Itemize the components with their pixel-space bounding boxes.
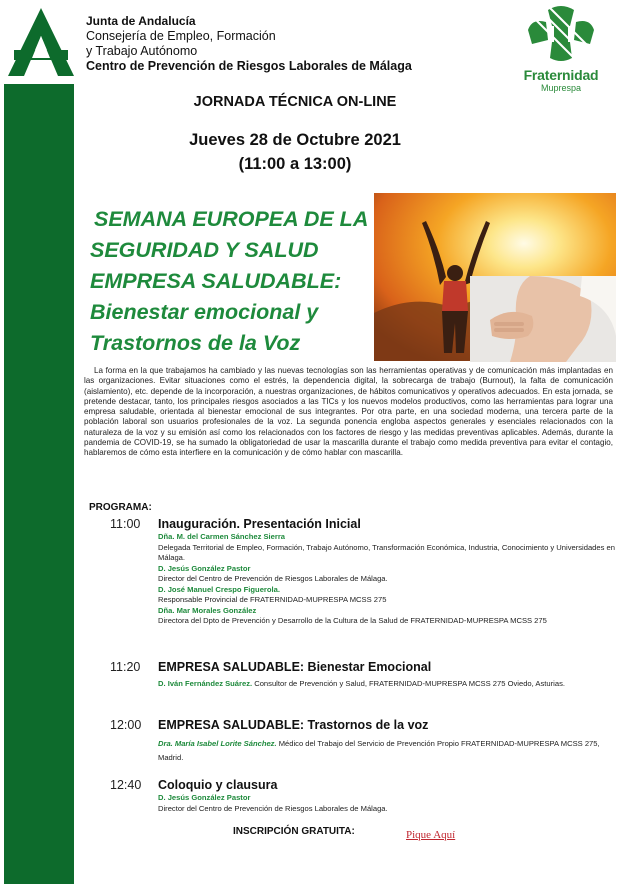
fraternidad-cross-icon [526,4,596,62]
speaker-role: Consultor de Prevención y Salud, FRATERNIDAD-MUPRESPA MCSS 275 Oviedo, Asturias. [252,679,565,688]
programa-label: PROGRAMA: [89,502,152,513]
speaker-role: Delegada Territorial de Empleo, Formación, Trabajo Autónomo, Transformación Económica, Industria, Conocimiento y Universidades en Málaga. [158,542,615,562]
headline-line-5: Trastornos de la Voz [90,331,301,355]
event-hours: (11:00 a 13:00) [238,155,352,173]
event-type: JORNADA TÉCNICA ON-LINE [193,94,397,110]
junta-andalucia-logo [6,6,76,78]
headline-line-3: EMPRESA SALUDABLE: [90,269,342,293]
throat-photo [470,276,616,362]
item-time: 12:00 [110,718,142,732]
speaker-name: D. José Manuel Crespo Figuerola. [158,584,280,594]
speaker-role: Responsable Provincial de FRATERNIDAD-MUPRESPA MCSS 275 [158,595,387,604]
speaker-name: D. Jesús González Pastor [158,793,251,802]
event-date-block [100,128,490,176]
speaker-name: D. Iván Fernández Suárez. [158,679,253,688]
speaker-name: Dña. M. del Carmen Sánchez Sierra [158,532,286,541]
org-line-3: y Trabajo Autónomo [86,44,198,58]
event-date: Jueves 28 de Octubre 2021 [189,131,401,149]
intro-paragraph: La forma en la que trabajamos ha cambiado y las nuevas tecnologías son las herramientas operativas y de comunicación más implantadas en las organizaciones. Evitar situaciones como el estrés, la dependencia digital, la sobrecarga de trabajo (Burnout), la falta de comunicación (aislamiento), etc. depende de la incorporación, a nuestras organizaciones, de hábitos comunicativos y operativos adecuados. En esta jornada, se pretende destacar, tanto, los principales riesgos asociados a las TICs y los nuevos modelos productivos, como las herramientas para lograr una empresa saludable, orientada al bienestar emocional de sus integrantes. Por otra parte, en una sociedad moderna, una tercera parte de la población laboral son usuarios profesionales de la voz. La segunda ponencia engloba aspectos generales y esenciales relacionados con la naturaleza de la voz y su emisión así como los relacionados con los factores de riesgo y las medidas preventivas aplicables. Además, durante la pandemia de COVID-19, se ha sumado la obligatoriedad de usar la mascarilla durante el trabajo como medida preventiva para evitar el contagio, hablaremos de cómo esta interfiere en la comunicación y de cómo hablar con mascarilla. [84,366,613,458]
fraternidad-logo [513,4,609,93]
item-title: Coloquio y clausura [158,778,278,792]
speaker-name: Dña. Mar Morales González [158,605,257,615]
item-title: Inauguración. Presentación Inicial [158,517,361,531]
speaker-name: D. Jesús González Pastor [158,563,251,573]
speaker-role: Director del Centro de Prevención de Riesgos Laborales de Málaga. [158,574,388,583]
org-line-1: Junta de Andalucía [86,14,196,28]
headline-line-1: SEMANA EUROPEA DE LA [94,207,369,231]
item-time: 12:40 [110,778,142,792]
item-title: EMPRESA SALUDABLE: Trastornos de la voz [158,718,429,732]
speaker-role: Director del Centro de Prevención de Riesgos Laborales de Málaga. [158,803,388,813]
register-link[interactable]: Pique Aquí [406,829,456,841]
org-line-4: Centro de Prevención de Riesgos Laborales de Málaga [86,59,412,73]
item-title: EMPRESA SALUDABLE: Bienestar Emocional [158,660,432,674]
headline [90,204,390,359]
item-time: 11:00 [110,517,141,531]
partner-name: Fraternidad [523,67,599,83]
partner-sub: Muprespa [540,83,582,93]
headline-line-2: SEGURIDAD Y SALUD [90,238,319,262]
speaker-role: Directora del Dpto de Prevención y Desarrollo de la Cultura de la Salud de FRATERNIDAD-MUPRESPA MCSS 275 [158,616,547,625]
headline-line-4: Bienestar emocional y [90,300,319,324]
org-line-2: Consejería de Empleo, Formación [86,29,276,43]
side-band [4,84,74,884]
org-header [86,14,412,74]
speaker-name: Dra. María Isabel Lorite Sánchez. [158,739,277,748]
item-time: 11:20 [110,660,141,674]
speaker-role: Médico del Trabajo del Servicio de Prevención Propio FRATERNIDAD-MUPRESPA MCSS 275, Madrid. [158,739,600,762]
inscripcion-label: INSCRIPCIÓN GRATUITA: [233,826,355,837]
